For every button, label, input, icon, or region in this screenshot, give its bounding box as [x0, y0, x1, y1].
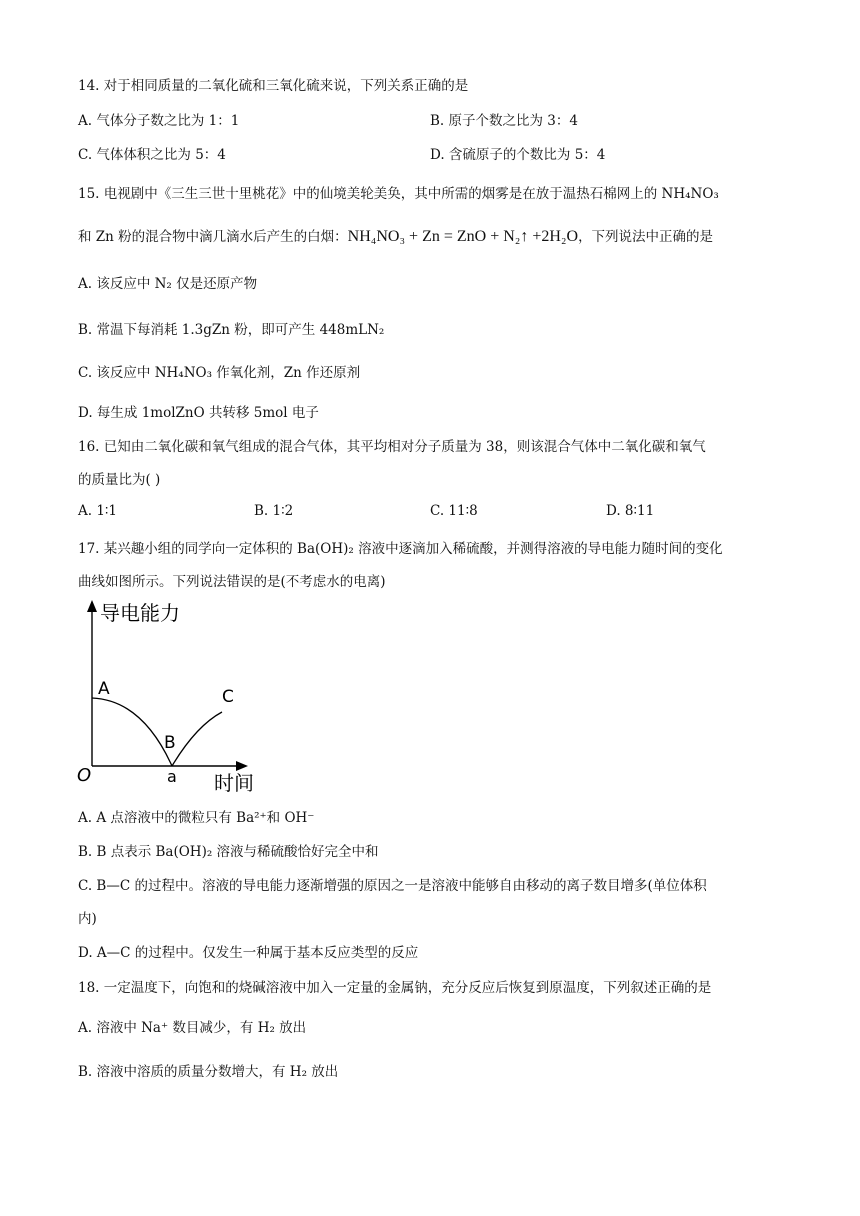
- q16-stem-line1: 16. 已知由二氧化碳和氧气组成的混合气体，其平均相对分子质量为 38，则该混合气体中二氧化碳和氧气: [78, 439, 706, 455]
- q15-option-c: C. 该反应中 NH₄NO₃ 作氧化剂，Zn 作还原剂: [78, 365, 361, 381]
- q14-stem: 14. 对于相同质量的二氧化硫和三氧化硫来说，下列关系正确的是: [78, 78, 469, 94]
- point-b-label: B: [164, 733, 176, 753]
- q17-option-c-line2: 内): [78, 911, 97, 927]
- origin-label: O: [77, 765, 92, 786]
- point-c-label: C: [222, 687, 234, 707]
- tick-a-label: a: [167, 767, 177, 786]
- q14-option-d: D. 含硫原子的个数比为 5：4: [430, 147, 606, 163]
- y-axis-arrow: [87, 600, 97, 612]
- q15-option-a: A. 该反应中 N₂ 仅是还原产物: [78, 276, 258, 292]
- q18-stem: 18. 一定温度下，向饱和的烧碱溶液中加入一定量的金属钠，充分反应后恢复到原温度，下列叙述正确的是: [78, 980, 712, 996]
- q16-option-a: A. 1∶1: [78, 503, 118, 519]
- curve-b-to-c: [172, 712, 222, 766]
- y-axis-label: 导电能力: [100, 601, 180, 625]
- q15-option-b: B. 常温下每消耗 1.3gZn 粉，即可产生 448mLN₂: [78, 322, 385, 338]
- q14-option-b: B. 原子个数之比为 3：4: [430, 113, 578, 129]
- q14-option-a: A. 气体分子数之比为 1：1: [78, 113, 240, 129]
- q15-stem-line2: [78, 225, 713, 246]
- q16-stem-line2: 的质量比为( ): [78, 472, 161, 488]
- q14-option-c: C. 气体体积之比为 5：4: [78, 147, 226, 163]
- q16-option-b: B. 1∶2: [254, 503, 294, 519]
- q15-stem-pre: 和 Zn 粉的混合物中滴几滴水后产生的白烟：: [78, 229, 348, 245]
- q15-stem-line1: 15. 电视剧中《三生三世十里桃花》中的仙境美轮美奂，其中所需的烟雾是在放于温热石棉网上的 NH₄NO₃: [78, 186, 719, 202]
- x-axis-arrow: [236, 761, 248, 771]
- conductivity-graph: [72, 598, 292, 796]
- q15-stem-post: ，下列说法中正确的是: [578, 229, 714, 245]
- q17-stem-line2: 曲线如图所示。下列说法错误的是(不考虑水的电离): [78, 574, 386, 590]
- q18-option-b: B. 溶液中溶质的质量分数增大，有 H₂ 放出: [78, 1064, 339, 1080]
- q17-stem-line1: 17. 某兴趣小组的同学向一定体积的 Ba(OH)₂ 溶液中逐滴加入稀硫酸，并测得溶液的导电能力随时间的变化: [78, 541, 723, 557]
- curve-a-to-b: [92, 698, 172, 766]
- point-a-label: A: [98, 679, 110, 699]
- x-axis-label: 时间: [214, 771, 254, 795]
- q16-option-c: C. 11∶8: [430, 503, 478, 519]
- q17-option-b: B. B 点表示 Ba(OH)₂ 溶液与稀硫酸恰好完全中和: [78, 844, 379, 860]
- q15-equation: NH₄NO₃ + Zn = ZnO + N₂↑ +2H₂O: [347, 228, 579, 245]
- q17-option-a: A. A 点溶液中的微粒只有 Ba²⁺和 OH⁻: [78, 810, 315, 826]
- q16-option-d: D. 8∶11: [606, 503, 655, 519]
- q15-option-d: D. 每生成 1molZnO 共转移 5mol 电子: [78, 405, 319, 421]
- q18-option-a: A. 溶液中 Na⁺ 数目减少，有 H₂ 放出: [78, 1020, 307, 1036]
- q17-option-d: D. A—C 的过程中。仅发生一种属于基本反应类型的反应: [78, 945, 419, 961]
- q17-option-c-line1: C. B—C 的过程中。溶液的导电能力逐渐增强的原因之一是溶液中能够自由移动的离子数目增多(单位体积: [78, 878, 707, 894]
